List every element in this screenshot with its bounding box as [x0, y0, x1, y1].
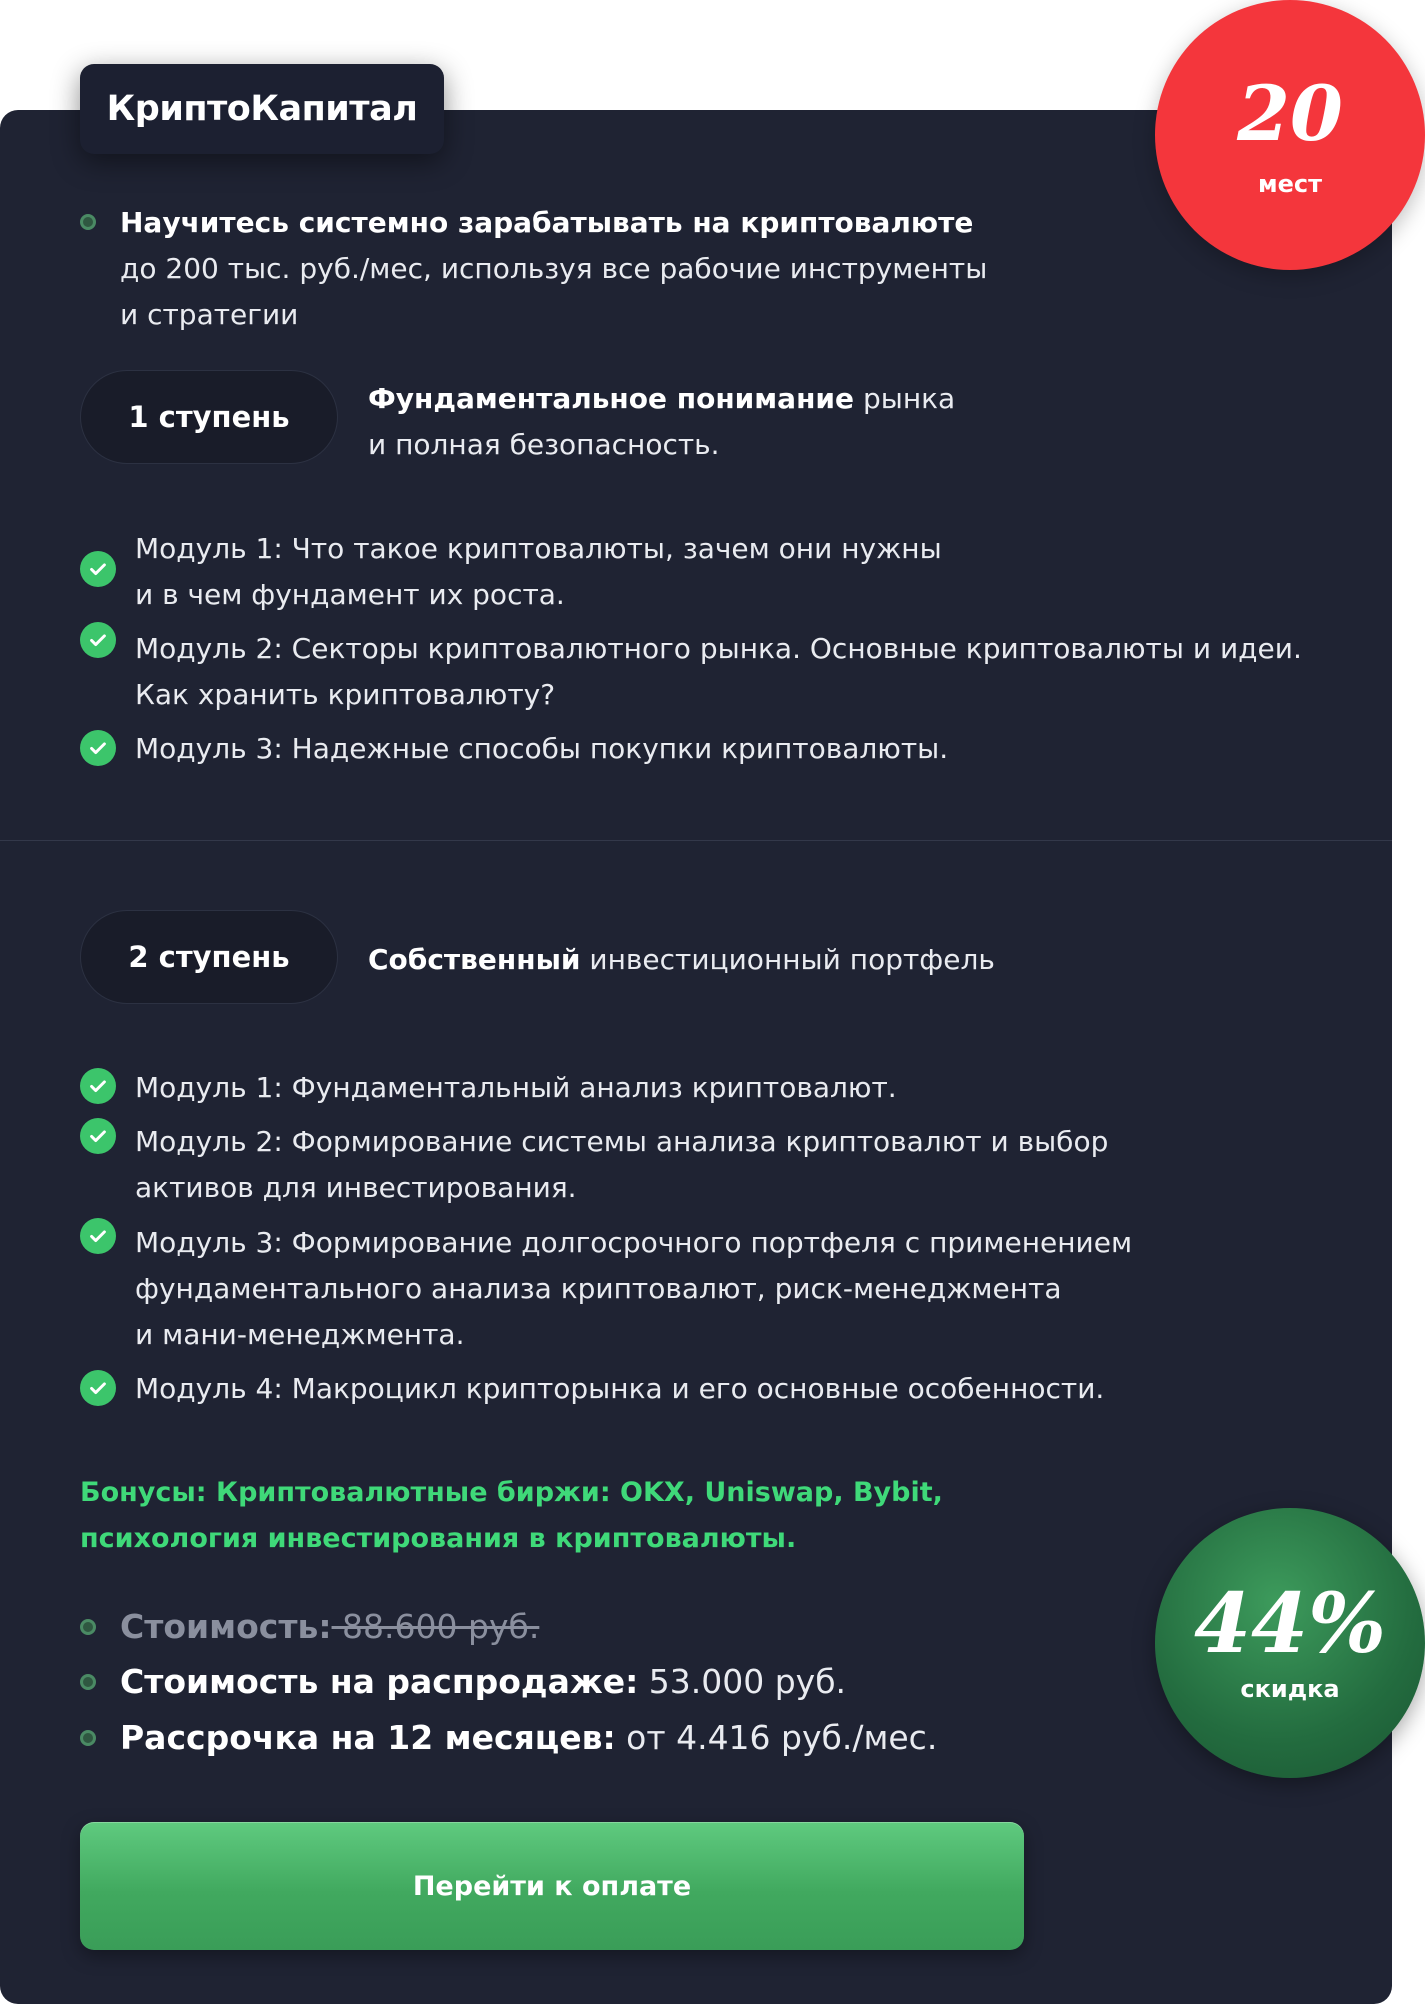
step-1-title-rest: рынка: [854, 382, 956, 415]
module-line: и в чем фундамент их роста.: [135, 578, 565, 611]
sale-price-value: 53.000 руб.: [638, 1662, 847, 1701]
discount-badge: [1155, 1508, 1425, 1778]
module-line: Модуль 2: Секторы криптовалютного рынка. Основные криптовалюты и идеи.: [135, 632, 1302, 665]
check-circle-icon: [80, 622, 116, 658]
seats-count: 20: [1237, 69, 1343, 158]
intro-line-2: до 200 тыс. руб./мес, используя все рабочие инструменты: [120, 252, 988, 285]
check-circle-icon: [80, 551, 116, 587]
step-2-module-2: [135, 1119, 1108, 1211]
step-2-title-rest: инвестиционный портфель: [580, 943, 995, 976]
regular-price-value: 88.600 руб.: [331, 1607, 540, 1646]
module-line: и мани-менеджмента.: [135, 1318, 465, 1351]
module-line: Модуль 4: Макроцикл крипторынка и его основные особенности.: [135, 1372, 1105, 1405]
step-1-module-2: [135, 626, 1302, 718]
installment-price: [120, 1715, 937, 1761]
bullet-dot-icon: [80, 1674, 96, 1690]
bullet-dot-icon: [80, 1730, 96, 1746]
module-line: Модуль 2: Формирование системы анализа криптовалют и выбор: [135, 1125, 1109, 1158]
seats-badge: [1155, 0, 1425, 270]
check-circle-icon: [80, 1218, 116, 1254]
section-divider: [0, 840, 1392, 841]
step-1-title: [368, 376, 955, 468]
step-2-module-1: [135, 1065, 897, 1111]
regular-price-label: Стоимость:: [120, 1607, 332, 1646]
module-line: Модуль 1: Что такое криптовалюты, зачем они нужны: [135, 532, 942, 565]
brand-tab: [80, 64, 444, 154]
bullet-dot-icon: [80, 1619, 96, 1635]
installment-value: от 4.416 руб./мес.: [615, 1718, 938, 1757]
sale-price-label: Стоимость на распродаже:: [120, 1662, 639, 1701]
check-circle-icon: [80, 1068, 116, 1104]
pay-button[interactable]: [80, 1822, 1024, 1950]
step-2-pill: [80, 910, 338, 1004]
step-1-title-line-2: и полная безопасность.: [368, 428, 720, 461]
regular-price: [120, 1604, 539, 1650]
seats-unit: мест: [1257, 170, 1323, 198]
discount-unit: скидка: [1240, 1675, 1340, 1703]
step-1-module-3: [135, 726, 948, 772]
step-1-module-1: [135, 526, 942, 618]
step-2-module-4: [135, 1366, 1104, 1412]
brand-name: КриптоКапитал: [106, 89, 418, 129]
bonus-line-1: Бонусы: Криптовалютные биржи: OKX, Uniswap, Bybit,: [80, 1477, 943, 1508]
pay-button-label: Перейти к оплате: [412, 1870, 692, 1902]
bonus-line-2: психология инвестирования в криптовалюты.: [80, 1523, 797, 1554]
module-line: Модуль 1: Фундаментальный анализ криптовалют.: [135, 1071, 897, 1104]
check-circle-icon: [80, 1370, 116, 1406]
step-2-title: [368, 937, 995, 983]
installment-label: Рассрочка на 12 месяцев:: [120, 1718, 616, 1757]
module-line: фундаментального анализа криптовалют, риск-менеджмента: [135, 1272, 1062, 1305]
step-1-pill: [80, 370, 338, 464]
step-2-title-bold: Собственный: [368, 943, 581, 976]
check-circle-icon: [80, 1118, 116, 1154]
step-1-title-bold: Фундаментальное понимание: [368, 382, 855, 415]
bonus-text: [80, 1470, 943, 1562]
intro-line-3: и стратегии: [120, 298, 299, 331]
step-1-label: 1 ступень: [128, 400, 290, 434]
module-line: Модуль 3: Надежные способы покупки криптовалюты.: [135, 732, 949, 765]
bullet-dot-icon: [80, 214, 96, 230]
intro-text: [120, 200, 987, 338]
sale-price: [120, 1659, 846, 1705]
check-circle-icon: [80, 730, 116, 766]
intro-headline: Научитесь системно зарабатывать на криптовалюте: [120, 206, 974, 239]
step-2-module-3: [135, 1220, 1132, 1358]
discount-value: 44%: [1193, 1576, 1387, 1672]
module-line: активов для инвестирования.: [135, 1171, 577, 1204]
module-line: Как хранить криптовалюту?: [135, 678, 556, 711]
module-line: Модуль 3: Формирование долгосрочного портфеля с применением: [135, 1226, 1133, 1259]
step-2-label: 2 ступень: [128, 940, 290, 974]
